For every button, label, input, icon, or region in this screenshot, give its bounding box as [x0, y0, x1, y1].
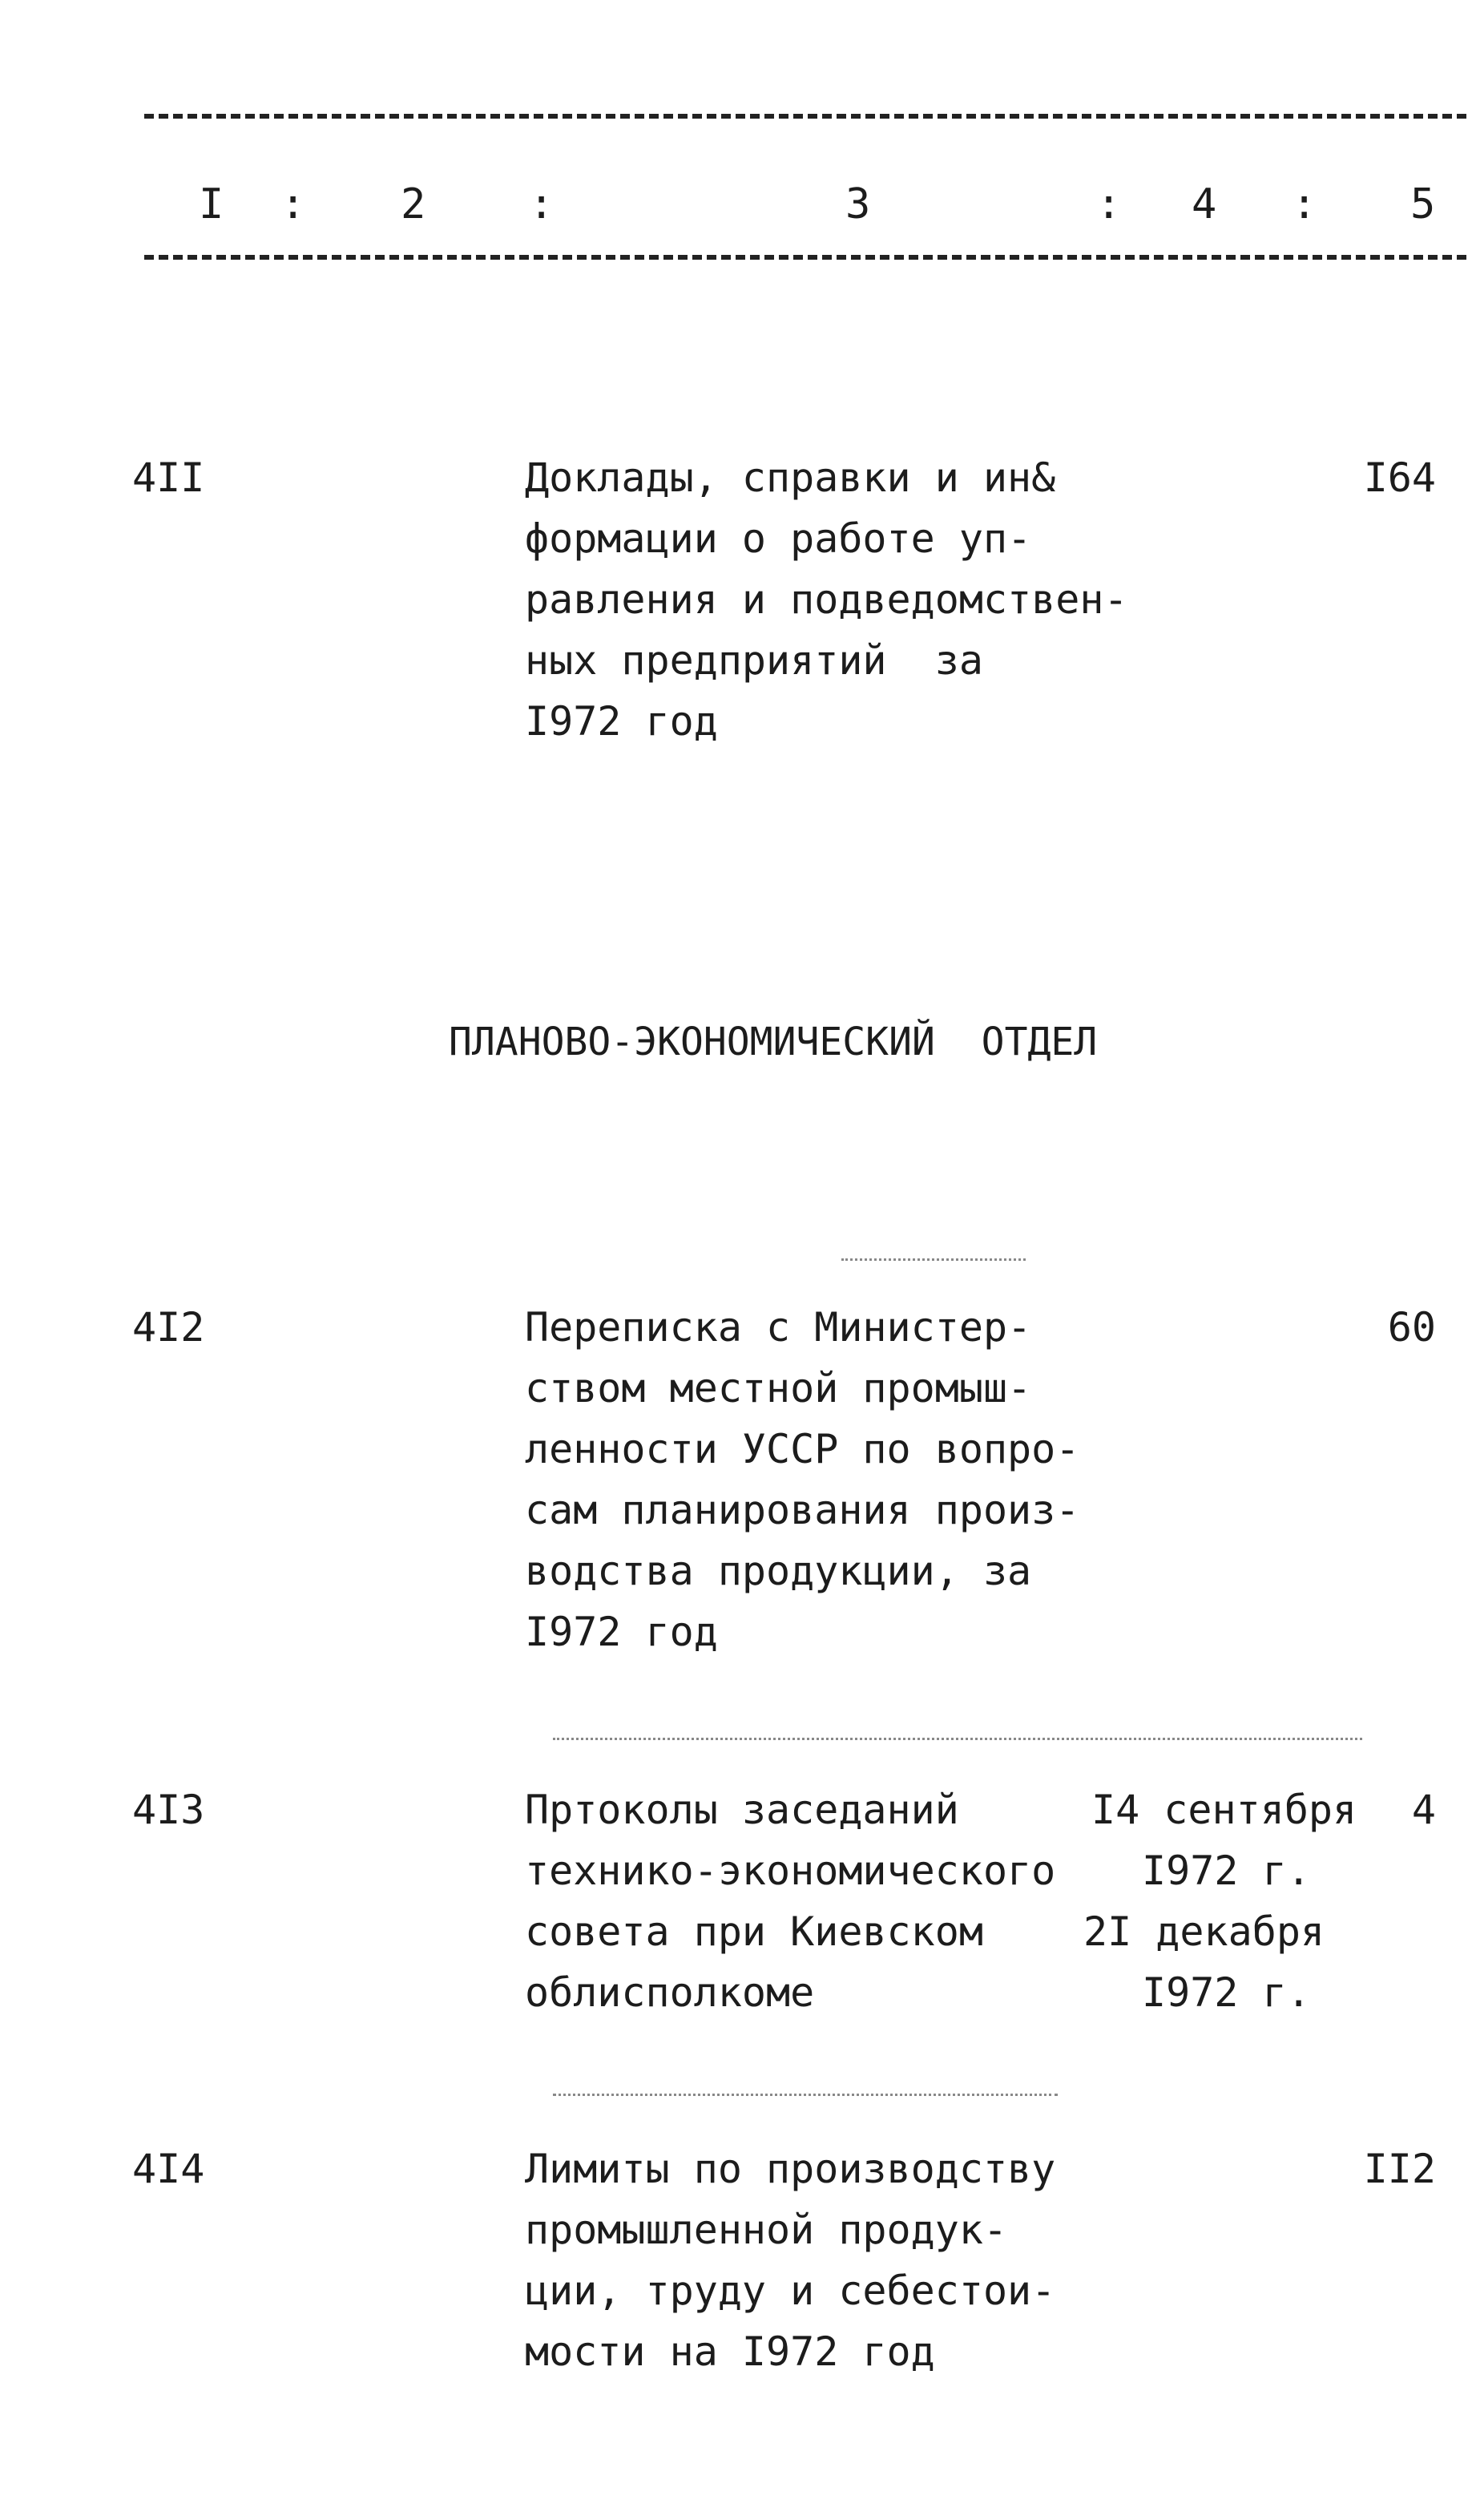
entry-description-line: Доклады, справки и ин&: [525, 454, 1056, 501]
header-sep-2: :: [529, 180, 555, 228]
section-title: ПЛАНОВО-ЭКОНОМИЧЕСКИЙ ОТДЕЛ: [449, 1020, 1098, 1064]
header-sep-3: :: [1096, 180, 1122, 228]
header-col-2: 2: [401, 180, 426, 228]
entry-description-line: технико-экономического: [525, 1848, 1056, 1894]
header-col-1: I: [199, 180, 224, 228]
entry-description-line: водства продукции, за: [525, 1548, 1032, 1594]
header-top-rule: [144, 114, 1466, 119]
header-col-5: 5: [1410, 180, 1436, 228]
entry-description-line: облисполкоме: [525, 1969, 815, 2016]
entry-description-line: I972 год: [525, 698, 718, 745]
entry-sheets: I64: [1363, 454, 1436, 501]
faint-dots: [553, 2094, 1058, 2096]
entry-description-line: I972 год: [525, 1609, 718, 1655]
entry-sheets: 4: [1411, 1787, 1436, 1833]
entry-description-line: ных предприятий за: [525, 637, 983, 684]
entry-date-line: I972 г.: [1142, 1848, 1311, 1894]
entry-date-line: 2I декабря: [1083, 1908, 1325, 1955]
header-sep-1: :: [280, 180, 306, 228]
entry-sheets: II2: [1363, 2146, 1436, 2192]
entry-sheets: 60: [1387, 1304, 1436, 1351]
header-sep-4: :: [1292, 180, 1317, 228]
entry-description-line: ленности УССР по вопро-: [525, 1426, 1080, 1472]
header-col-4: 4: [1192, 180, 1217, 228]
entry-description-line: ции, труду и себестои-: [525, 2268, 1056, 2314]
entry-number: 4II: [132, 454, 205, 501]
entry-number: 4I4: [132, 2146, 205, 2192]
entry-date-line: I4 сентября: [1091, 1787, 1357, 1833]
faint-dots: [841, 1258, 1026, 1261]
entry-description-line: ством местной промыш-: [525, 1365, 1032, 1411]
entry-description-line: Пртоколы заседаний: [525, 1787, 959, 1833]
entry-description-line: Переписка с Министер-: [525, 1304, 1032, 1351]
entry-description-line: сам планирования произ-: [525, 1487, 1080, 1533]
faint-dots: [553, 1738, 1362, 1740]
entry-description-line: совета при Киевском: [525, 1908, 983, 1955]
entry-number: 4I2: [132, 1304, 205, 1351]
entry-description-line: Лимиты по производству: [525, 2146, 1056, 2192]
entry-description-line: мости на I972 год: [525, 2328, 935, 2375]
entry-number: 4I3: [132, 1787, 205, 1833]
entry-description-line: формации о работе уп-: [525, 515, 1032, 562]
header-bottom-rule: [144, 255, 1466, 260]
entry-description-line: промышленной продук-: [525, 2207, 1008, 2253]
header-col-3: 3: [845, 180, 871, 228]
entry-description-line: равления и подведомствен-: [525, 576, 1128, 623]
entry-date-line: I972 г.: [1142, 1969, 1311, 2016]
